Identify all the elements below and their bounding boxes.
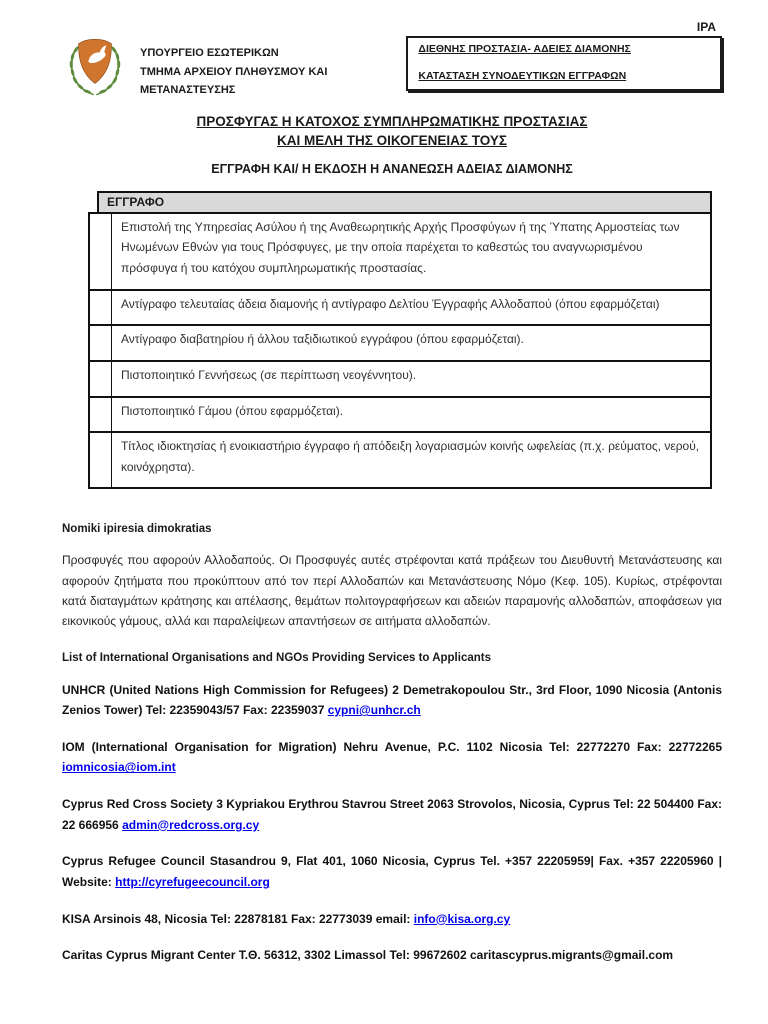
org-email-link[interactable]: info@kisa.org.cy (413, 911, 511, 926)
document-cell: Επιστολή της Υπηρεσίας Ασύλου ή της Αναθεωρητικής Αρχής Προσφύγων ή της Ύπατης Αρμοστείας των Ηνωμένων Εθνών για τους Πρόσφυγες, με την οποία παρέχεται το καθεστώς του αναγνωρισμένου πρόσφυγα ή του κατόχου συμπληρωματικής προστασίας. (121, 219, 680, 276)
category-line1: ΔΙΕΘΝΗΣ ΠΡΟΣΤΑΣΙΑ- ΑΔΕΙΕΣ ΔΙΑΜΟΝΗΣ (418, 43, 631, 55)
document-cell: Πιστοποιητικό Γεννήσεως (σε περίπτωση νεογέννητου). (121, 367, 417, 382)
org-email-link[interactable]: cypni@unhcr.ch (327, 703, 421, 718)
org-entry-unhcr (62, 680, 722, 721)
page-title-line1: ΠΡΟΣΦΥΓΑΣ Η ΚΑΤΟΧΟΣ ΣΥΜΠΛΗΡΩΜΑΤΙΚΗΣ ΠΡΟΣΤΑΣΙΑΣ (196, 114, 588, 130)
org-text: Cyprus Refugee Council Stasandrou 9, Flat 401, 1060 Nicosia, Cyprus Tel. +357 22205959| Fax. +357 22205960 | Website: (62, 854, 722, 889)
ministry-name (140, 44, 406, 100)
legal-service-paragraph: Προσφυγές που αφορούν Αλλοδαπούς. Οι Προσφυγές αυτές στρέφονται κατά πράξεων του Διευθυντή Μετανάστευσης και αφορούν ζητήματα που προκύπτουν από τον περί Αλλοδαπών και Μετανάστευσης Νόμο (Κεφ. 105). Κυρίως, στρέφονται κατά διαταγμάτων κράτησης και απέλασης, θεμάτων πολιτογραφήσεων και αδειών παραμονής αλλοδαπών, αποφάσεων για εικονικούς γάμους, αλλά και παραλείψεων απαντήσεων σε αιτήματα αλλοδαπών. (62, 553, 722, 628)
org-text: IOM (International Organisation for Migration) Nehru Avenue, P.C. 1102 Nicosia Tel: 22772270 Fax: 22772265 (62, 739, 722, 754)
org-entry-iom (62, 737, 722, 778)
category-line2: ΚΑΤΑΣΤΑΣΗ ΣΥΝΟΔΕΥΤΙΚΩΝ ΕΓΓΡΑΦΩΝ (418, 70, 627, 82)
org-text: UNHCR (United Nations High Commission for Refugees) 2 Demetrakopoulou Str., 3rd Floor, 1090 Nicosia (Antonis Zenios Tower) Tel: 22359043/57 Fax: 22359037 (62, 682, 722, 718)
table-row (90, 214, 710, 291)
org-entry-caritas (62, 945, 722, 966)
table-header-cell: ΕΓΓΡΑΦΟ (97, 191, 712, 214)
ministry-block (62, 36, 406, 100)
page-title (62, 113, 722, 151)
org-entry-red-cross (62, 794, 722, 835)
cyprus-coat-of-arms-icon (62, 36, 128, 98)
document-cell: Αντίγραφο διαβατηρίου ή άλλου ταξιδιωτικού εγγράφου (όπου εφαρμόζεται). (121, 332, 524, 347)
org-text: Caritas Cyprus Migrant Center Τ.Θ. 56312, 3302 Limassol Tel: 99672602 caritascyprus.migrants@gmail.com (62, 948, 674, 963)
checkbox-cell (90, 433, 112, 487)
table-row (90, 291, 710, 327)
ministry-line1: ΥΠΟΥΡΓΕΙΟ ΕΣΩΤΕΡΙΚΩΝ (140, 47, 279, 59)
checkbox-cell (90, 362, 112, 396)
ministry-line2: ΤΜΗΜΑ ΑΡΧΕΙΟΥ ΠΛΗΘΥΣΜΟΥ ΚΑΙ ΜΕΤΑΝΑΣΤΕΥΣΗΣ (140, 65, 328, 97)
checkbox-cell (90, 291, 112, 325)
table-row (90, 398, 710, 434)
table-row (90, 433, 710, 487)
checkbox-cell (90, 398, 112, 432)
org-text: Cyprus Red Cross Society 3 Kypriakou Erythrou Stavrou Street 2063 Strovolos, Nicosia, Cyprus Tel: 22 504400 Fax: 22 666956 (62, 797, 722, 832)
org-email-link[interactable]: iomnicosia@iom.int (62, 760, 176, 775)
checkbox-cell (90, 214, 112, 289)
documents-table (88, 191, 712, 490)
document-cell: Πιστοποιητικό Γάμου (όπου εφαρμόζεται). (121, 403, 344, 418)
category-box (406, 36, 722, 91)
table-row (90, 326, 710, 362)
org-entry-kisa (62, 909, 722, 930)
org-website-link[interactable]: http://cyrefugeecouncil.org (115, 874, 270, 889)
ngo-list-heading: List of International Organisations and NGOs Providing Services to Applicants (62, 651, 491, 664)
table-body (88, 212, 712, 490)
page-subtitle: ΕΓΓΡΑΦΗ ΚΑΙ/ Η ΕΚΔΟΣΗ Η ΑΝΑΝΕΩΣΗ ΑΔΕΙΑΣ ΔΙΑΜΟΝΗΣ (211, 161, 573, 176)
legal-service-heading: Nomiki ipiresia dimokratias (62, 523, 212, 536)
org-entry-refugee-council (62, 851, 722, 892)
checkbox-cell (90, 326, 112, 360)
page-title-line2: ΚΑΙ ΜΕΛΗ ΤΗΣ ΟΙΚΟΓΕΝΕΙΑΣ ΤΟΥΣ (277, 132, 507, 148)
document-cell: Αντίγραφο τελευταίας άδεια διαμονής ή αντίγραφο Δελτίου Έγγραφής Αλλοδαπού (όπου εφαρμόζεται) (121, 296, 660, 311)
document-header (62, 36, 722, 100)
table-row (90, 362, 710, 398)
document-cell: Τίτλος ιδιοκτησίας ή ενοικιαστήριο έγγραφο ή απόδειξη λογαριασμών κοινής ωφελείας (π.χ. ρεύματος, νερού, κοινόχρηστα). (121, 439, 700, 474)
org-email-link[interactable]: admin@redcross.org.cy (122, 817, 260, 832)
org-text: KISA Arsinois 48, Nicosia Tel: 22878181 Fax: 22773039 email: (62, 911, 414, 926)
corner-label: IPA (696, 20, 716, 34)
